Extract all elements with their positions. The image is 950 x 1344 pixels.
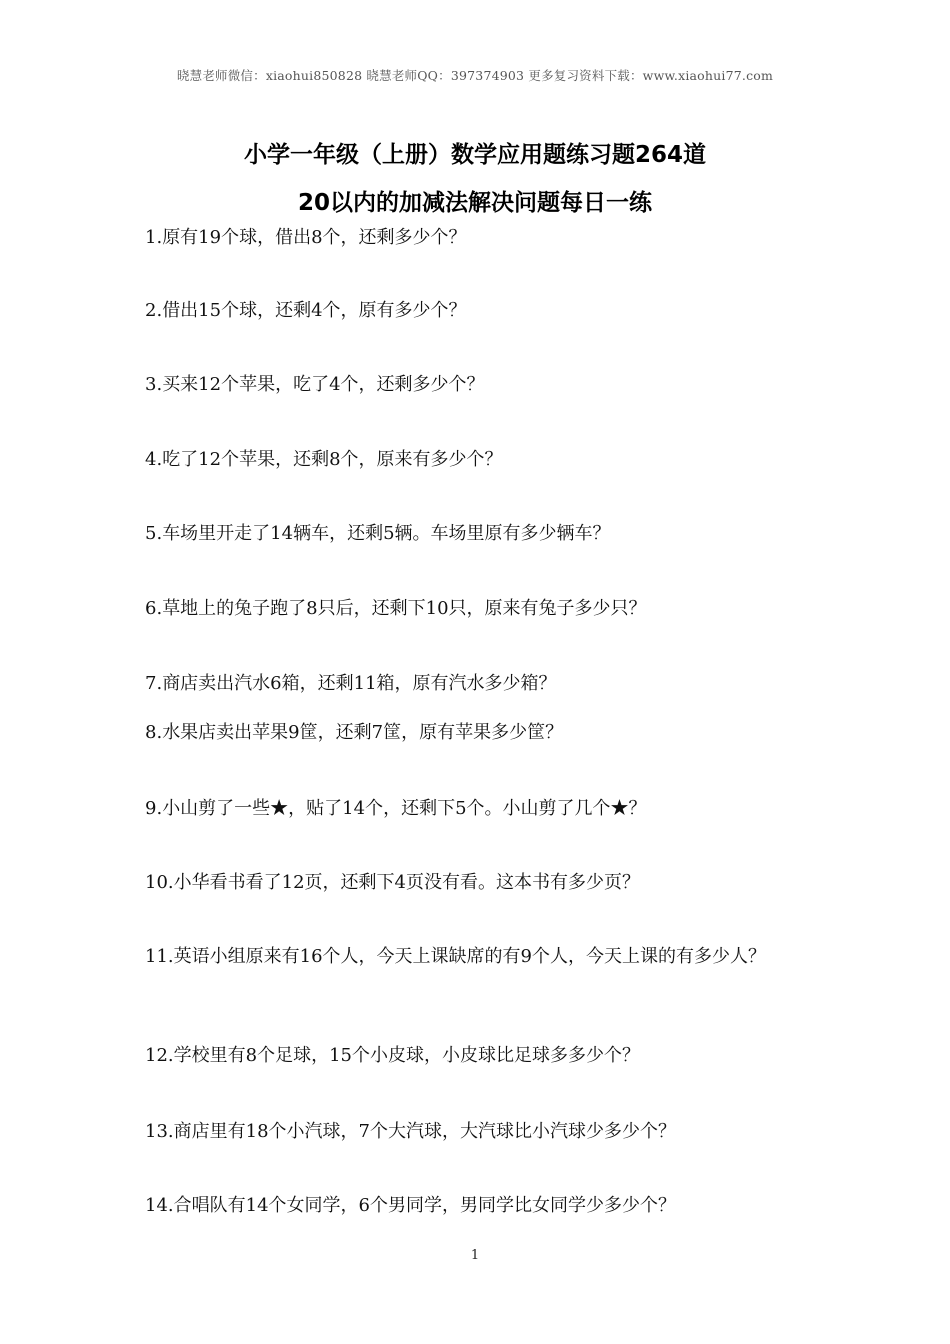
question-text: 商店里有18个小汽球，7个大汽球，大汽球比小汽球少多少个？ bbox=[173, 1121, 676, 1142]
question-8 bbox=[145, 720, 805, 746]
page-subtitle: 20以内的加减法解决问题每日一练 bbox=[297, 190, 652, 216]
question-text: 小华看书看了12页，还剩下4页没有看。这本书有多少页？ bbox=[173, 872, 640, 893]
question-number: 9. bbox=[145, 798, 163, 819]
question-number: 2. bbox=[145, 300, 163, 321]
header-contact-line: 晓慧老师微信：xiaohui850828 晓慧老师QQ：397374903 更多复习资料下载：www.xiaohui77.com bbox=[176, 68, 774, 83]
question-number: 13. bbox=[145, 1121, 174, 1142]
question-10 bbox=[145, 870, 805, 896]
question-text: 吃了12个苹果，还剩8个，原来有多少个？ bbox=[162, 449, 503, 470]
question-7 bbox=[145, 671, 805, 697]
question-text: 草地上的兔子跑了8只后，还剩下10只，原来有兔子多少只？ bbox=[162, 598, 647, 619]
question-number: 11. bbox=[145, 946, 174, 967]
question-number: 1. bbox=[145, 227, 163, 248]
question-13 bbox=[145, 1119, 805, 1145]
question-text: 水果店卖出苹果9筐，还剩7筐，原有苹果多少筐？ bbox=[162, 722, 564, 743]
question-1 bbox=[145, 225, 805, 251]
question-text: 合唱队有14个女同学，6个男同学，男同学比女同学少多少个？ bbox=[173, 1195, 676, 1216]
page-number: 1 bbox=[470, 1248, 480, 1263]
question-number: 8. bbox=[145, 722, 163, 743]
question-3 bbox=[145, 372, 805, 398]
question-number: 12. bbox=[145, 1045, 174, 1066]
question-text: 原有19个球，借出8个，还剩多少个？ bbox=[162, 227, 467, 248]
question-number: 14. bbox=[145, 1195, 174, 1216]
question-number: 7. bbox=[145, 673, 163, 694]
question-text: 小山剪了一些★，贴了14个，还剩下5个。小山剪了几个★？ bbox=[162, 798, 647, 819]
question-text: 学校里有8个足球，15个小皮球，小皮球比足球多多少个？ bbox=[173, 1045, 640, 1066]
question-text: 车场里开走了14辆车，还剩5辆。车场里原有多少辆车？ bbox=[162, 523, 611, 544]
question-9 bbox=[145, 796, 805, 822]
question-number: 10. bbox=[145, 872, 174, 893]
question-text: 借出15个球，还剩4个，原有多少个？ bbox=[162, 300, 467, 321]
question-number: 4. bbox=[145, 449, 163, 470]
question-5 bbox=[145, 521, 805, 547]
question-number: 3. bbox=[145, 374, 163, 395]
question-6 bbox=[145, 596, 805, 622]
question-4 bbox=[145, 447, 805, 473]
question-number: 6. bbox=[145, 598, 163, 619]
question-14 bbox=[145, 1193, 805, 1219]
question-text: 商店卖出汽水6箱，还剩11箱，原有汽水多少箱？ bbox=[162, 673, 557, 694]
question-number: 5. bbox=[145, 523, 163, 544]
question-text: 买来12个苹果，吃了4个，还剩多少个？ bbox=[162, 374, 485, 395]
question-text: 英语小组原来有16个人，今天上课缺席的有9个人，今天上课的有多少人？ bbox=[173, 946, 766, 967]
page-title: 小学一年级（上册）数学应用题练习题264道 bbox=[243, 142, 706, 168]
question-12 bbox=[145, 1043, 805, 1069]
question-2 bbox=[145, 298, 805, 324]
question-11 bbox=[145, 944, 805, 970]
